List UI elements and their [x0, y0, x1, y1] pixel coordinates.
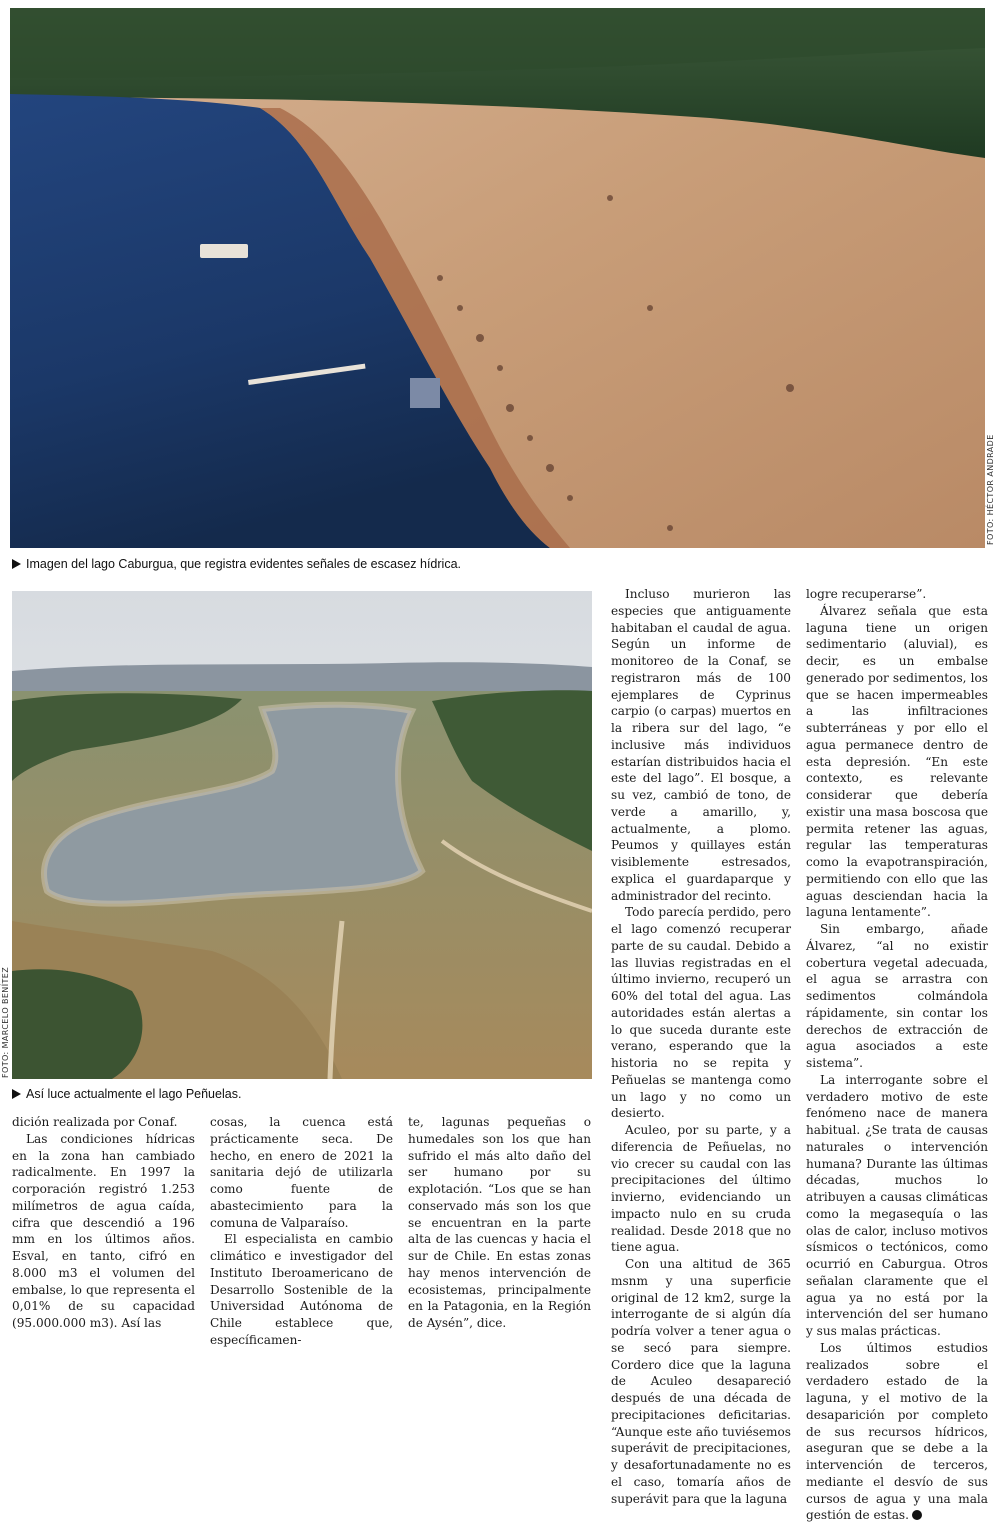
caption-arrow-icon — [12, 1089, 21, 1099]
paragraph — [806, 1340, 988, 1524]
caption-left — [12, 1087, 241, 1101]
caption-top-text: Imagen del lago Caburgua, que registra evidentes señales de escasez hídrica. — [26, 557, 461, 571]
paragraph-text: Los últimos estudios realizados sobre el verdadero estado de la laguna, y el motivo de la desaparición por completo de sus recursos hídricos, aseguran que se debe a la intervención de terceros, mediante el desvío de sus cursos de agua y una mala gestión de estas. — [806, 1340, 988, 1523]
end-mark-icon — [912, 1510, 922, 1520]
paragraph: Con una altitud de 365 msnm y una superficie original de 12 km2, surge la interrogante de si algún día podría volver a tener agua o se secó para siempre. Cordero dice que la laguna de Aculeo desapareció después de una década de precipitaciones deficitarias. “Aunque este año tuviésemos superávit de precipitaciones, y desafortunadamente no es el caso, tomaría años de superávit para que la laguna — [611, 1257, 791, 1506]
paragraph: cosas, la cuenca está prácticamente seca. De hecho, en enero de 2021 la sanitaria dejó de utilizarla como fuente de abastecimiento para la comuna de Valparaíso. — [210, 1115, 393, 1230]
paragraph: Álvarez señala que esta laguna tiene un origen sedimentario (aluvial), es decir, es un embalse generado por sedimentos, los que se hacen impermeables a las infiltraciones subterráneas y por ello el agua permanece dentro de esta depresión. “En este contexto, es relevante considerar que debería existir una masa boscosa que permita retener las aguas, regular las temperaturas como la evapotranspiración, permitiendo con ello que las aguas desciendan hacia la laguna lentamente”. — [806, 603, 988, 920]
photo-lago-caburgua — [10, 8, 985, 548]
article-column-bottom-2 — [210, 1114, 393, 1349]
paragraph: El especialista en cambio climático e investigador del Instituto Iberoamericano de Desarrollo Sostenible de la Universidad Autónoma de Chile establece que, específicamen- — [210, 1232, 393, 1347]
paragraph: logre recuperarse”. — [806, 587, 927, 601]
caption-arrow-icon — [12, 559, 21, 569]
caption-top — [12, 557, 461, 571]
paragraph: Las condiciones hídricas en la zona han cambiado radicalmente. En 1997 la corporación registró 1.253 milímetros de agua caída, cifra que descendió a 196 mm en los últimos años. Esval, en tanto, cifró en 8.000 m3 el volumen del embalse, lo que representa el 0,01% de su capacidad (95.000.000 m3). Así las — [12, 1131, 195, 1330]
paragraph: Todo parecía perdido, pero el lago comenzó recuperar parte de su caudal. Debido a las lluvias registradas en el último invierno, recuperó un 60% del total del agua. Las autoridades están alertas a lo que suceda durante este verano, esperando que la historia no se repita y Peñuelas se mantenga como un lago y no como un desierto. — [611, 905, 791, 1121]
article-column-bottom-3 — [408, 1114, 591, 1332]
paragraph: Aculeo, por su parte, y a diferencia de Peñuelas, no vio crecer su caudal con las precipitaciones del último invierno, evidenciando un impacto nulo en su cruda realidad. Desde 2018 que no tiene agua. — [611, 1123, 791, 1255]
article-column-right-2 — [806, 586, 988, 1524]
paragraph: te, lagunas pequeñas o humedales son los que han sufrido el más alto daño del ser humano por su explotación. “Los que se han conservado más son los que se encuentran en la parte alta de las cuencas y hacia el sur de Chile. En estas zonas hay menos intervención de ecosistemas, principalmente en la Patagonia, en la Región de Aysén”, dice. — [408, 1115, 591, 1330]
penuelas-aerial-image — [12, 591, 592, 1079]
photo-lago-penuelas — [12, 591, 592, 1079]
photo-credit-top: FOTO: HÉCTOR ANDRADE — [986, 434, 995, 545]
caption-left-text: Así luce actualmente el lago Peñuelas. — [26, 1087, 242, 1101]
paragraph: dición realizada por Conaf. — [12, 1115, 178, 1129]
paragraph: La interrogante sobre el verdadero motivo de este fenómeno nace de manera habitual. ¿Se trata de causas naturales o intervención humana? Durante las últimas décadas, muchos lo atribuyen a causas climáticas como la megasequía o las olas de calor, incluso motivos sísmicos o tectónicos, como ocurrió en Caburgua. Otros señalan claramente que el agua ya no está por la intervención del ser humano y sus malas prácticas. — [806, 1072, 988, 1338]
paragraph: Incluso murieron las especies que antiguamente habitaban el caudal de agua. Según un informe de monitoreo de la Conaf, se registraron más de 100 ejemplares de Cyprinus carpio (o carpas) muertos en la ribera sur del lago, “e inclusive más individuos estarían distribuidos hacia el este del lago”. El bosque, a su vez, cambió de tono, de verde a amarillo, y, actualmente, a plomo. Peumos y quillayes están visiblemente estresados, explica el guardaparque y administrador del recinto. — [611, 587, 791, 903]
paragraph: Sin embargo, añade Álvarez, “al no existir cobertura vegetal adecuada, el agua se arrastra con sedimentos colmándola rápidamente, sin contar los derechos de extracción de agua asociados a este sistema”. — [806, 922, 988, 1070]
caburgua-aerial-image — [10, 8, 985, 548]
photo-credit-left: FOTO: MARCELO BENÍTEZ — [1, 966, 10, 1078]
article-column-right-1 — [611, 586, 791, 1507]
article-column-bottom-1 — [12, 1114, 195, 1332]
